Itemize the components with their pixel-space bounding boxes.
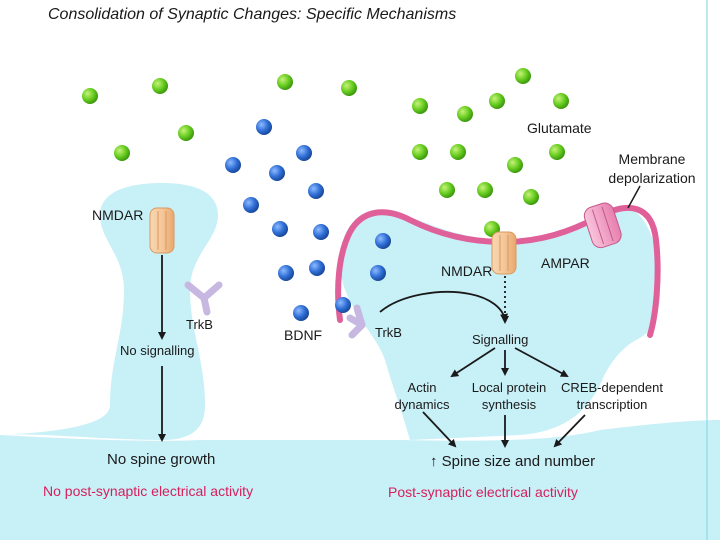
glutamate-molecule-icon (152, 78, 168, 94)
bdnf-molecule-icon (313, 224, 329, 240)
glutamate-molecule-icon (412, 98, 428, 114)
glutamate-molecule-icon (82, 88, 98, 104)
page-title: Consolidation of Synaptic Changes: Specific Mechanisms (48, 6, 457, 23)
bdnf-molecule-icon (293, 305, 309, 321)
glutamate-label: Glutamate (527, 120, 592, 136)
trkb-left-label: TrkB (186, 317, 213, 332)
bdnf-molecule-icon (296, 145, 312, 161)
activity-label: Post-synaptic electrical activity (388, 484, 578, 500)
glutamate-molecule-icon (507, 157, 523, 173)
bdnf-molecule-icon (335, 297, 351, 313)
glutamate-molecule-icon (412, 144, 428, 160)
nmdar-receptor-icon (492, 232, 516, 274)
bdnf-molecule-icon (375, 233, 391, 249)
actin-label-2: dynamics (394, 397, 450, 412)
bdnf-molecule-icon (269, 165, 285, 181)
no-spine-growth-label: No spine growth (107, 451, 216, 468)
no-signalling-label: No signalling (120, 343, 195, 358)
creb-label-2: transcription (576, 397, 648, 412)
glutamate-molecule-icon (489, 93, 505, 109)
glutamate-molecule-icon (549, 144, 565, 160)
bdnf-molecule-icon (256, 119, 272, 135)
bdnf-molecule-icon (370, 265, 386, 281)
bdnf-molecule-icon (243, 197, 259, 213)
ampar-label: AMPAR (541, 255, 590, 271)
bdnf-molecule-icon (272, 221, 288, 237)
actin-label-1: Actin (407, 380, 437, 395)
glutamate-molecule-icon (477, 182, 493, 198)
signalling-label: Signalling (472, 332, 529, 347)
trkb-receptor-icon (188, 285, 219, 312)
nmdar-left-label: NMDAR (92, 207, 144, 223)
nmdar-receptor-icon (150, 208, 174, 253)
trkb-receptor-icon (350, 308, 362, 335)
glutamate-molecule-icon (341, 80, 357, 96)
bdnf-molecule-icon (225, 157, 241, 173)
local-protein-label-2: synthesis (481, 397, 537, 412)
trkb-right-label: TrkB (375, 325, 402, 340)
glutamate-molecule-icon (178, 125, 194, 141)
glutamate-molecule-icon (553, 93, 569, 109)
membrane-pointer (628, 186, 640, 208)
local-protein-label-1: Local protein (471, 380, 547, 395)
glutamate-molecule-icon (457, 106, 473, 122)
spine-size-label: ↑ Spine size and number (430, 453, 596, 470)
bdnf-molecule-icon (278, 265, 294, 281)
bdnf-molecule-icon (309, 260, 325, 276)
bdnf-molecule-icon (308, 183, 324, 199)
glutamate-molecule-icon (277, 74, 293, 90)
glutamate-molecule-icon (450, 144, 466, 160)
membrane-depolarization-label-2: depolarization (608, 170, 696, 186)
glutamate-molecule-icon (439, 182, 455, 198)
nmdar-right-label: NMDAR (441, 263, 493, 279)
creb-label-1: CREB-dependent (561, 380, 663, 395)
glutamate-molecule-icon (515, 68, 531, 84)
glutamate-molecule-icon (114, 145, 130, 161)
membrane-depolarization-label-1: Membrane (618, 151, 686, 167)
glutamate-molecule-icon (523, 189, 539, 205)
bdnf-label: BDNF (284, 327, 323, 343)
no-activity-label: No post-synaptic electrical activity (43, 483, 254, 499)
